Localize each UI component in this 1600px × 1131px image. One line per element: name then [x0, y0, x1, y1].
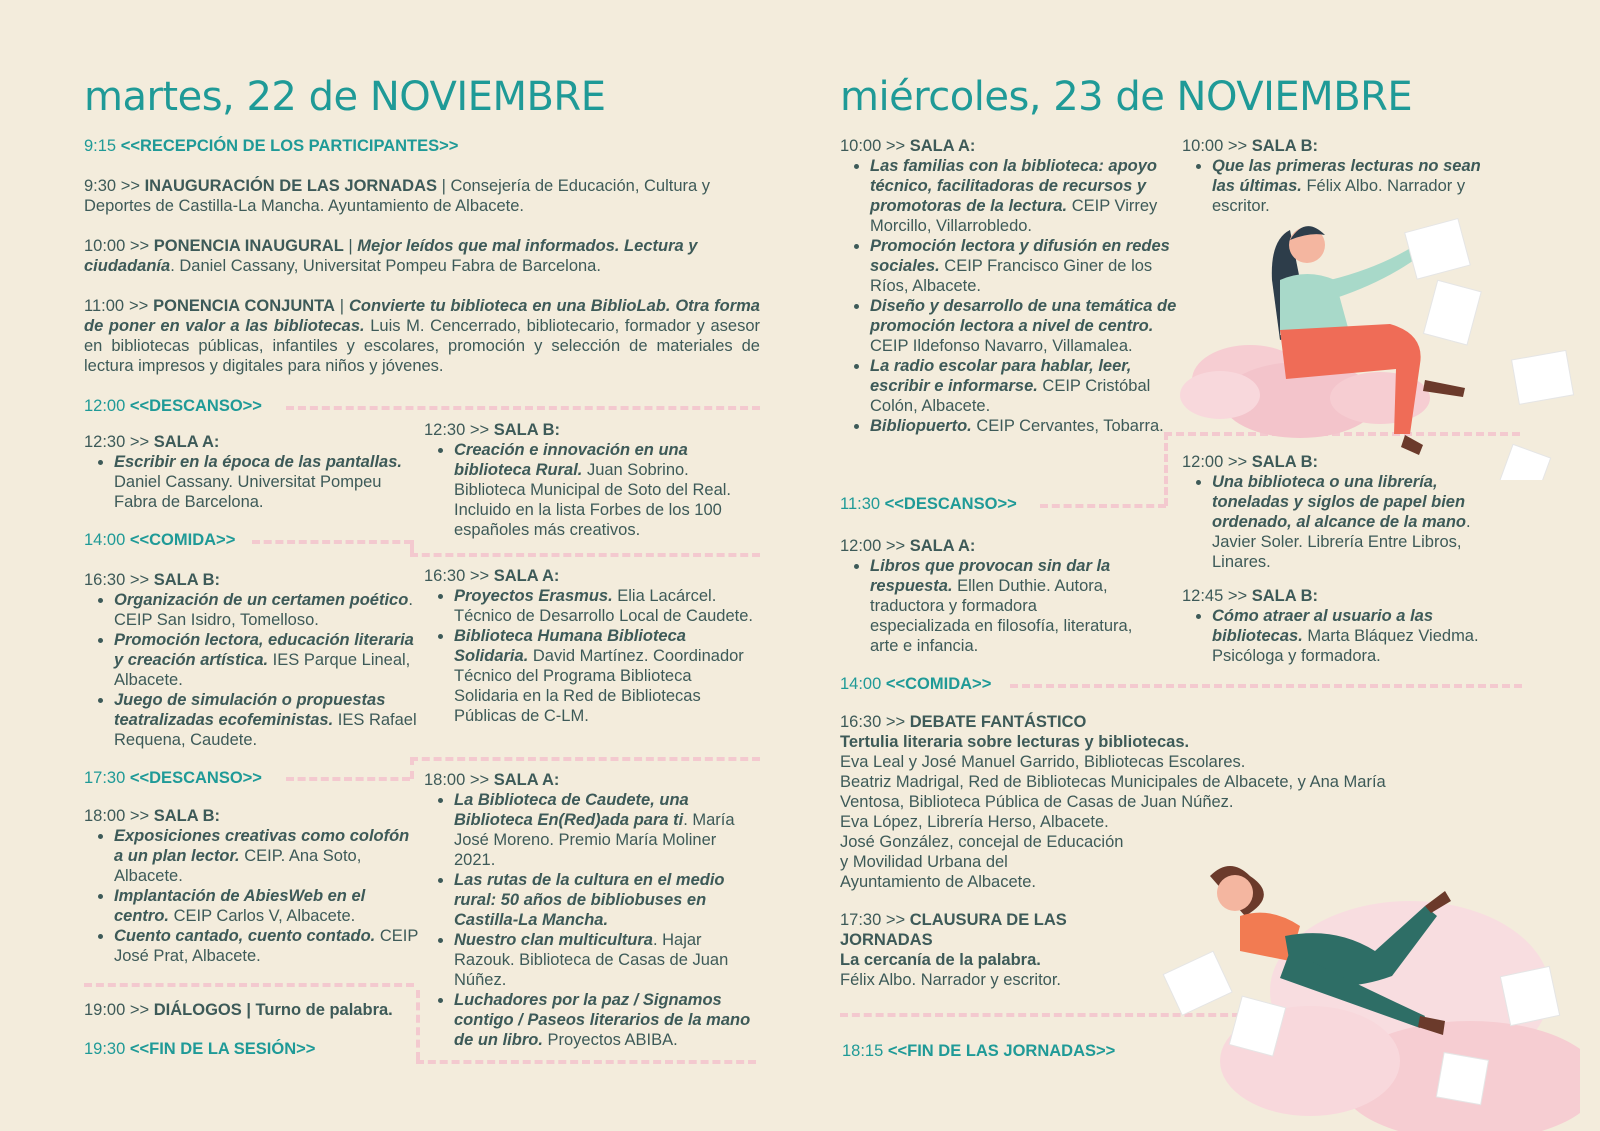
- list-item: • Diseño y desarrollo de una temática de promoción lectora a nivel de centro. CEIP Ildefonso Navarro, Villamalea.: [870, 296, 1180, 356]
- list-item: • Promoción lectora y difusión en redes sociales. CEIP Francisco Giner de los Ríos, Albacete.: [870, 236, 1180, 296]
- participant-line: Ventosa, Biblioteca Pública de Casas de Juan Núñez.: [840, 793, 1234, 811]
- divider-line: [416, 1060, 756, 1064]
- girl-on-cloud-illustration: [1180, 210, 1600, 480]
- divider-line: [286, 406, 760, 410]
- break-line: 11:30 <<DESCANSO>>: [840, 495, 1017, 513]
- lunch-line: 14:00 <<COMIDA>>: [84, 531, 236, 549]
- session-heading: 12:00 >> SALA A:: [840, 537, 976, 555]
- girl-flying-illustration: [1110, 851, 1580, 1131]
- session-heading: 17:30 >> CLAUSURA DE LAS: [840, 911, 1067, 929]
- list-item: • Proyectos Erasmus. Elia Lacárcel. Técnico de Desarrollo Local de Caudete.: [454, 586, 760, 626]
- session-heading: 18:00 >> SALA A:: [424, 771, 560, 789]
- divider-line: [410, 757, 760, 761]
- list-item: • Que las primeras lecturas no sean las últimas. Félix Albo. Narrador y escritor.: [1212, 156, 1500, 216]
- participant-line: Ayuntamiento de Albacete.: [840, 873, 1037, 891]
- session-1230-sala-b: [424, 420, 754, 540]
- session-heading: 12:00 >> SALA B:: [1182, 453, 1319, 471]
- session-list: [84, 452, 418, 512]
- list-item: • Una biblioteca o una librería, toneladas y siglos de papel bien ordenado, al alcance de la mano. Javier Soler. Librería Entre Libros, Linares.: [1212, 472, 1500, 572]
- participant-line: José González, concejal de Educación: [840, 833, 1124, 851]
- day-title-tuesday: martes, 22 de NOVIEMBRE: [84, 74, 606, 120]
- dialogs-session: 19:00 >> DIÁLOGOS | Turno de palabra.: [84, 1001, 393, 1019]
- joint-session: 11:00 >> PONENCIA CONJUNTA | Convierte tu biblioteca en una BiblioLab. Otra forma de poner en valor a las bibliotecas. Luis M. Cencerrado, bibliotecario, formador y asesor en bibliotecas públicas, infantiles y escolares, promoción y selección de materiales de lectura impresos y digitales para niños y jóvenes.: [84, 297, 760, 375]
- closing-subtitle: La cercanía de la palabra.: [840, 951, 1041, 969]
- session-1200-sala-a: [840, 536, 1140, 656]
- session-heading: 18:00 >> SALA B:: [84, 807, 221, 825]
- participant-line: Eva Leal y José Manuel Garrido, Bibliotecas Escolares.: [840, 753, 1246, 771]
- list-item: • Cuento cantado, cuento contado. CEIP José Prat, Albacete.: [114, 926, 420, 966]
- session-list: [1182, 472, 1500, 572]
- session-list: [424, 586, 760, 726]
- list-item: • Exposiciones creativas como colofón a un plan lector. CEIP. Ana Soto, Albacete.: [114, 826, 420, 886]
- opening-session: 9:30 >> INAUGURACIÓN DE LAS JORNADAS | Consejería de Educación, Cultura y Deportes de Castilla-La Mancha. Ayuntamiento de Albacete.: [84, 177, 711, 215]
- session-heading: 16:30 >> SALA B:: [84, 571, 221, 589]
- divider-line: [416, 990, 420, 1060]
- day-title-wednesday: miércoles, 23 de NOVIEMBRE: [840, 74, 1413, 120]
- closing-session: [840, 910, 1140, 990]
- list-item: • Luchadores por la paz / Signamos contigo / Paseos literarios de la mano de un libro. Proyectos ABIBA.: [454, 990, 758, 1050]
- list-item: • Bibliopuerto. CEIP Cervantes, Tobarra.: [870, 416, 1180, 436]
- session-end-line: 19:30 <<FIN DE LA SESIÓN>>: [84, 1040, 316, 1058]
- list-item: • Creación e innovación en una biblioteca Rural. Juan Sobrino. Biblioteca Municipal de Soto del Real. Incluido en la lista Forbes de los 100 españoles más creativos.: [454, 440, 754, 540]
- reception-line: 9:15 <<RECEPCIÓN DE LOS PARTICIPANTES>>: [84, 137, 459, 155]
- list-item: • Las familias con la biblioteca: apoyo técnico, facilitadoras de recursos y promotoras de la lectura. CEIP Virrey Morcillo, Villarrobledo.: [870, 156, 1180, 236]
- divider-line: [1040, 504, 1166, 508]
- session-heading: 12:45 >> SALA B:: [1182, 587, 1319, 605]
- session-1630-sala-a: [424, 566, 760, 726]
- list-item: • La radio escolar para hablar, leer, escribir e informarse. CEIP Cristóbal Colón, Albacete.: [870, 356, 1180, 416]
- session-list: [840, 556, 1140, 656]
- participant-line: Eva López, Librería Herso, Albacete.: [840, 813, 1109, 831]
- divider-line: [286, 777, 410, 781]
- session-1200-sala-b: [1182, 452, 1500, 572]
- list-item: • Las rutas de la cultura en el medio rural: 50 años de bibliobuses en Castilla-La Mancha.: [454, 870, 758, 930]
- session-list: [424, 440, 754, 540]
- break-line: 17:30 <<DESCANSO>>: [84, 769, 262, 787]
- session-list: [84, 590, 420, 750]
- session-heading: 16:30 >> SALA A:: [424, 567, 560, 585]
- participant-line: Beatriz Madrigal, Red de Bibliotecas Municipales de Albacete, y Ana María: [840, 773, 1386, 791]
- list-item: • Promoción lectora, educación literaria y creación artística. IES Parque Lineal, Albacete.: [114, 630, 420, 690]
- session-list: [84, 826, 420, 966]
- session-heading: 12:30 >> SALA A:: [84, 433, 220, 451]
- list-item: • Biblioteca Humana Biblioteca Solidaria. David Martínez. Coordinador Técnico del Programa Biblioteca Solidaria en la Red de Bibliotecas Públicas de C-LM.: [454, 626, 760, 726]
- participant-line: y Movilidad Urbana del: [840, 853, 1008, 871]
- debate-subtitle: Tertulia literaria sobre lecturas y bibliotecas.: [840, 733, 1190, 751]
- event-end-line: 18:15 <<FIN DE LAS JORNADAS>>: [842, 1042, 1116, 1060]
- keynote-session: 10:00 >> PONENCIA INAUGURAL | Mejor leídos que mal informados. Lectura y ciudadanía. Daniel Cassany, Universitat Pompeu Fabra de Barcelona.: [84, 237, 698, 275]
- divider-line: [410, 553, 760, 557]
- debate-session: [840, 712, 1520, 892]
- session-list: [1182, 606, 1512, 666]
- session-1230-sala-a: [84, 432, 418, 512]
- divider-line: [1010, 684, 1522, 688]
- session-heading: 10:00 >> SALA A:: [840, 137, 976, 155]
- session-1245-sala-b: [1182, 586, 1512, 666]
- list-item: • Implantación de AbiesWeb en el centro. CEIP Carlos V, Albacete.: [114, 886, 420, 926]
- divider-line: [252, 540, 412, 544]
- list-item: • Libros que provocan sin dar la respuesta. Ellen Duthie. Autora, traductora y formadora especializada en filosofía, literatura, arte e infancia.: [870, 556, 1140, 656]
- session-list: [1182, 156, 1500, 216]
- list-item: • Organización de un certamen poético. CEIP San Isidro, Tomelloso.: [114, 590, 420, 630]
- session-1630-sala-b: [84, 570, 420, 750]
- list-item: • La Biblioteca de Caudete, una Biblioteca En(Red)ada para ti. María José Moreno. Premio María Moliner 2021.: [454, 790, 758, 870]
- list-item: • Escribir en la época de las pantallas. Daniel Cassany. Universitat Pompeu Fabra de Barcelona.: [114, 452, 418, 512]
- list-item: • Juego de simulación o propuestas teatralizadas ecofeministas. IES Rafael Requena, Caudete.: [114, 690, 420, 750]
- closing-speaker: Félix Albo. Narrador y escritor.: [840, 971, 1061, 989]
- list-item: • Nuestro clan multicultura. Hajar Razouk. Biblioteca de Casas de Juan Núñez.: [454, 930, 758, 990]
- session-heading: 12:30 >> SALA B:: [424, 421, 561, 439]
- break-line: 12:00 <<DESCANSO>>: [84, 397, 262, 415]
- session-1000-sala-b: [1182, 136, 1500, 216]
- list-item: • Cómo atraer al usuario a las bibliotecas. Marta Bláquez Viedma. Psicóloga y formadora.: [1212, 606, 1512, 666]
- session-list: [840, 156, 1180, 436]
- session-1800-sala-a: [424, 770, 758, 1050]
- divider-line: [1164, 432, 1168, 506]
- session-list: [424, 790, 758, 1050]
- divider-line: [84, 983, 414, 987]
- lunch-line: 14:00 <<COMIDA>>: [840, 675, 992, 693]
- session-1000-sala-a: [840, 136, 1180, 436]
- session-1800-sala-b: [84, 806, 420, 966]
- closing-title: JORNADAS: [840, 931, 933, 949]
- divider-line: [410, 540, 414, 554]
- session-heading: 16:30 >> DEBATE FANTÁSTICO: [840, 713, 1087, 731]
- session-heading: 10:00 >> SALA B:: [1182, 137, 1319, 155]
